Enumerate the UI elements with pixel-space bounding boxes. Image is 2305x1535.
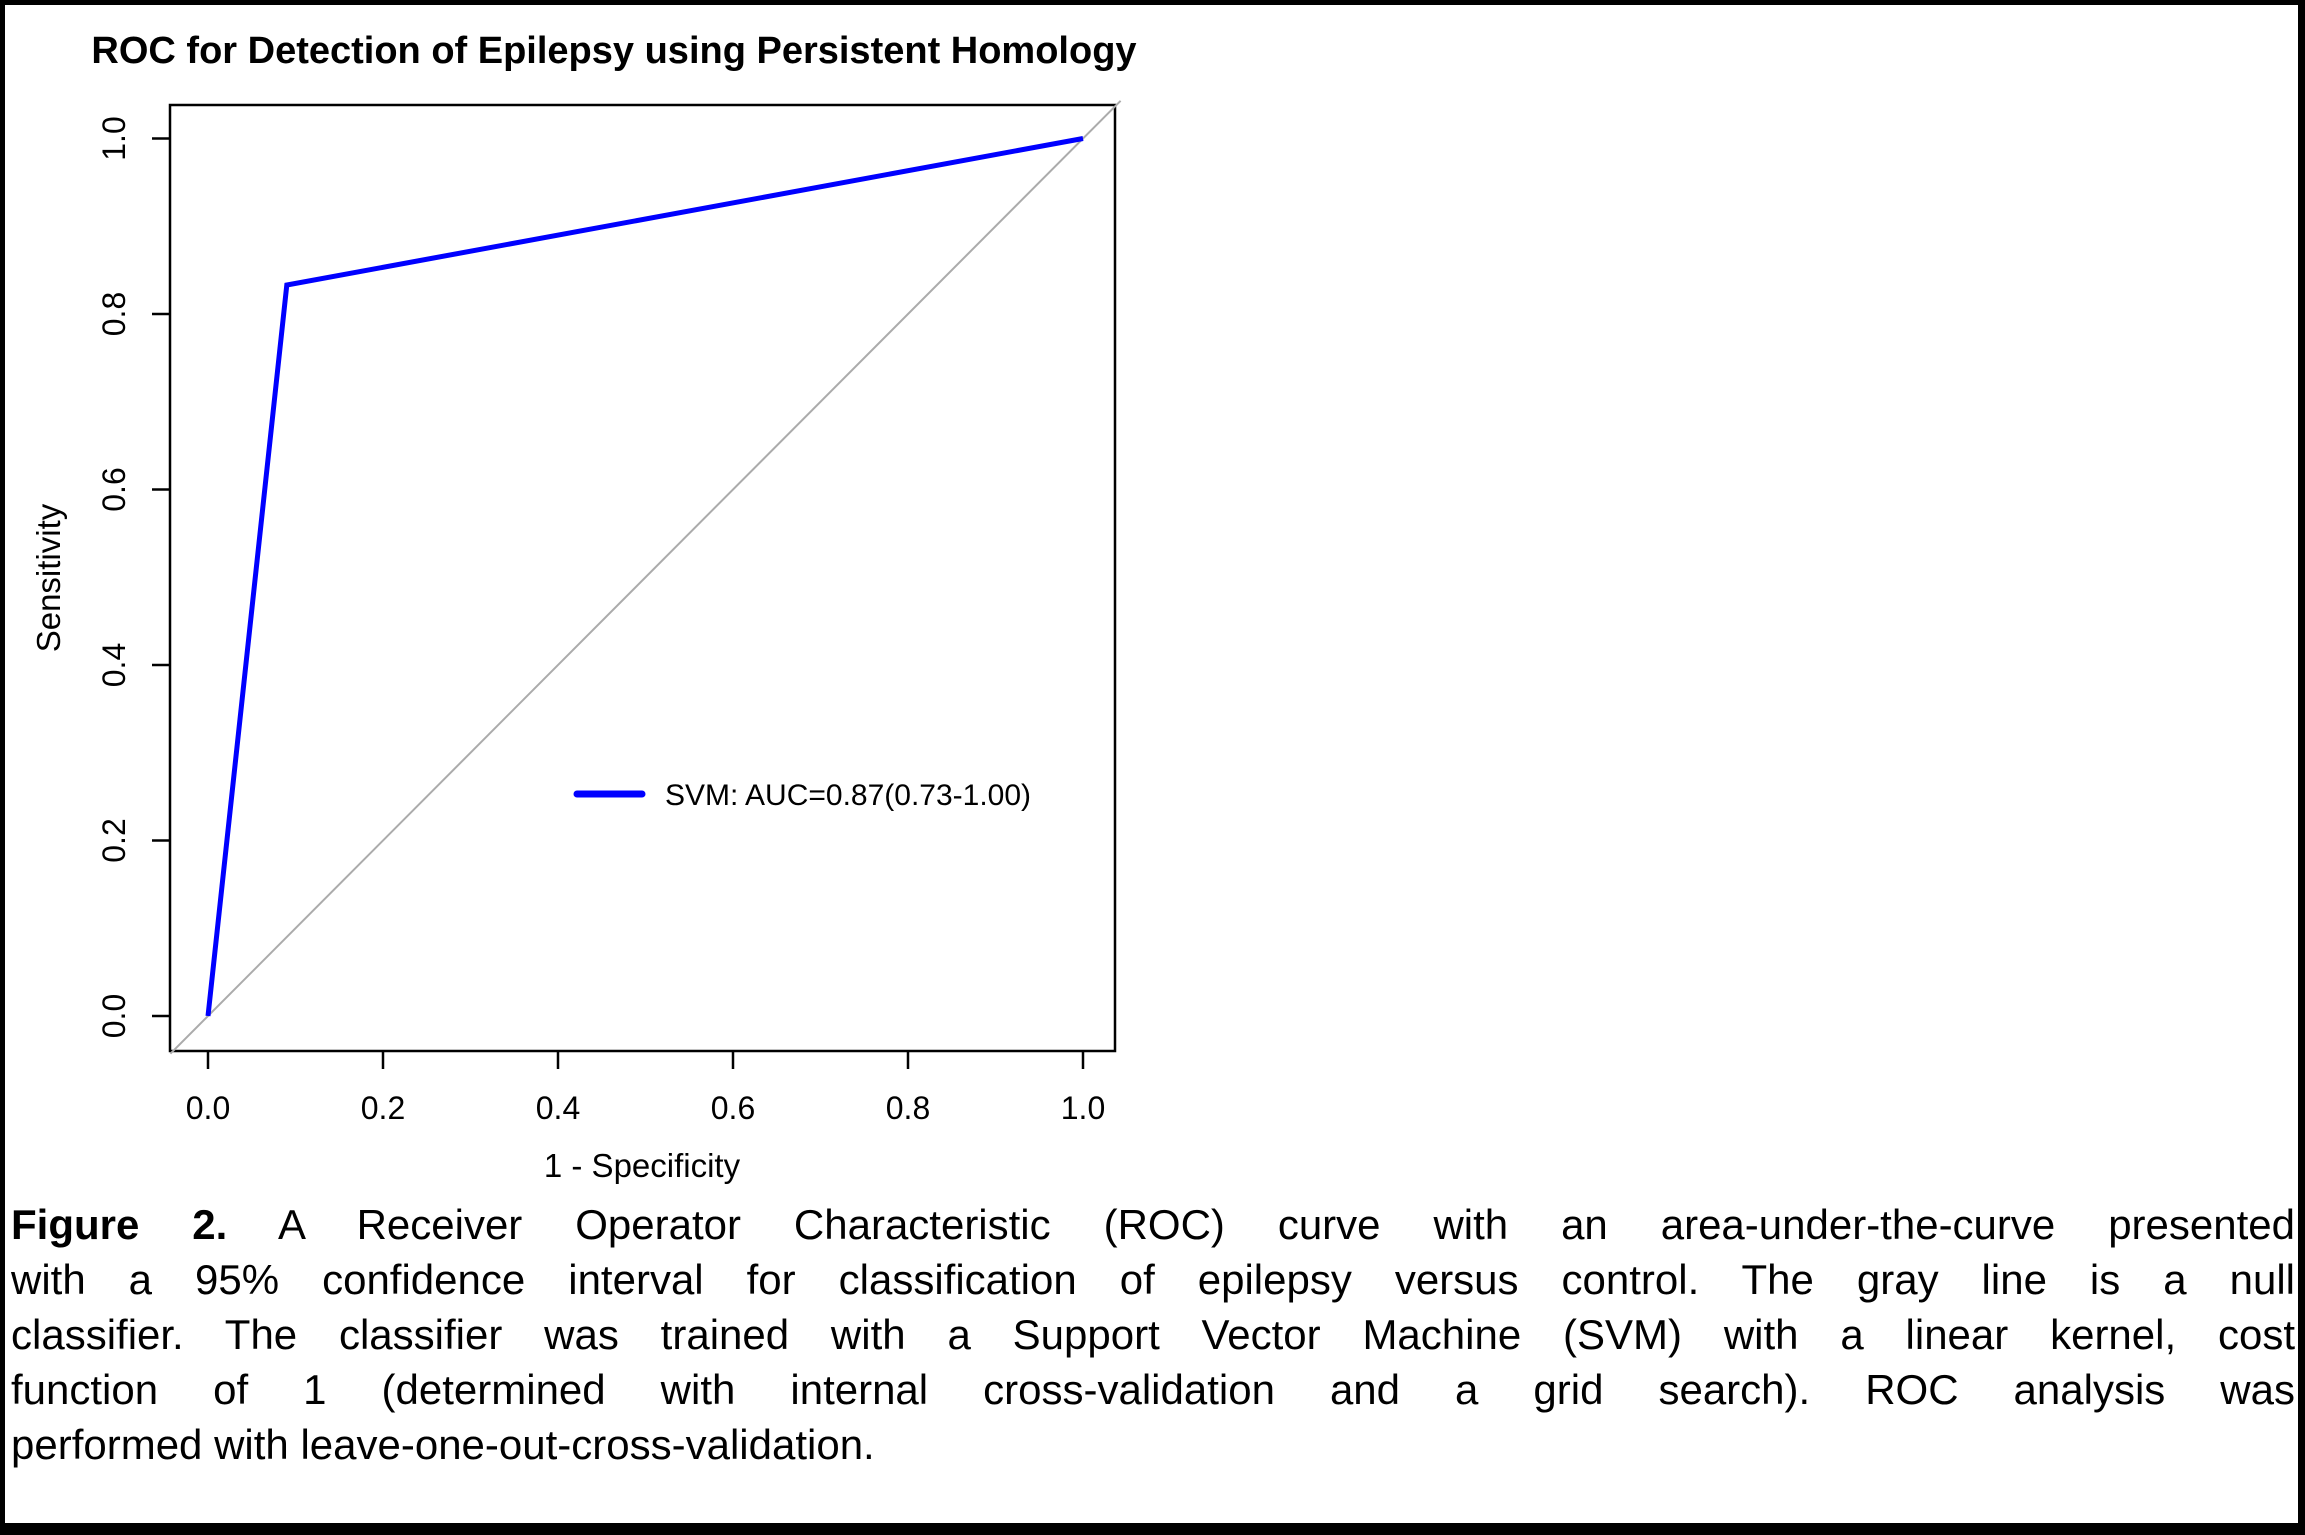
y-tick-label: 0.2 (96, 818, 132, 863)
x-axis-label: 1 - Specificity (543, 1147, 741, 1184)
caption-line: performed with leave-one-out-cross-validation. (11, 1421, 875, 1468)
y-axis-label: Sensitivity (30, 503, 67, 653)
chart-title: ROC for Detection of Epilepsy using Persistent Homology (91, 30, 1137, 72)
figure-caption (11, 1197, 2295, 1472)
x-tick-label: 1.0 (1060, 1090, 1106, 1126)
caption-line: with a 95% confidence interval for classification of epilepsy versus control. The gray line is a null (11, 1256, 2295, 1303)
x-tick-label: 0.6 (710, 1090, 756, 1126)
roc-chart (5, 5, 1205, 1200)
x-tick-label: 0.2 (360, 1090, 406, 1126)
caption-line: classifier. The classifier was trained with a Support Vector Machine (SVM) with a linear kernel, cost (11, 1311, 2295, 1358)
x-tick-label: 0.8 (885, 1090, 931, 1126)
legend (577, 779, 1031, 812)
y-tick-label: 0.0 (96, 993, 132, 1039)
y-tick-label: 1.0 (96, 116, 132, 161)
caption-line: function of 1 (determined with internal cross-validation and a grid search). ROC analysis was (11, 1366, 2295, 1413)
x-tick-label: 0.4 (535, 1090, 581, 1126)
caption-line (11, 1197, 2295, 1252)
x-tick-label: 0.0 (185, 1090, 231, 1126)
y-tick-label: 0.8 (96, 291, 132, 337)
null-classifier-line (170, 101, 1120, 1054)
figure-caption-label: Figure 2. (11, 1201, 228, 1248)
y-tick-label: 0.4 (96, 642, 132, 688)
plot-area (170, 105, 1115, 1051)
y-tick-label: 0.6 (96, 467, 132, 512)
legend-label: SVM: AUC=0.87(0.73-1.00) (665, 779, 1032, 812)
caption-line-text: A Receiver Operator Characteristic (ROC) curve with an area-under-the-curve presented (277, 1201, 2295, 1248)
